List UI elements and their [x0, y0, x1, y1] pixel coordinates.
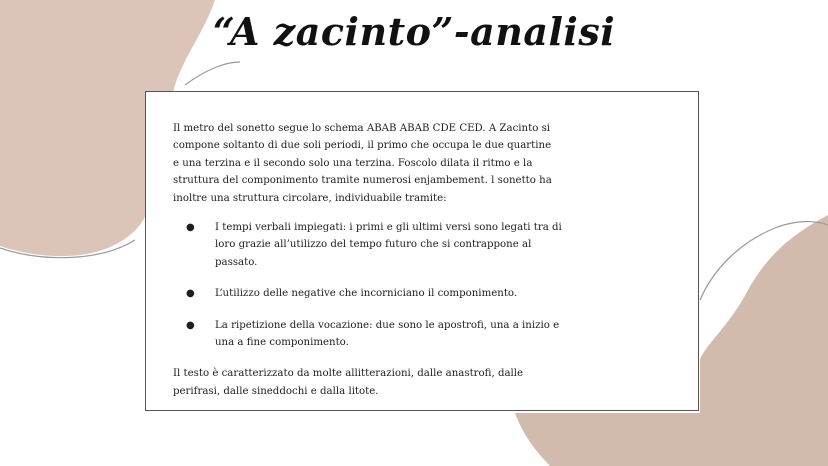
- list-item: [173, 285, 563, 302]
- bullet-text: La ripetizione della vocazione: due sono le apostrofi, una a inizio e una a fine componimento.: [215, 319, 560, 349]
- list-item: [173, 219, 563, 271]
- bullet-text: L’utilizzo delle negative che incorniciano il componimento.: [215, 288, 518, 300]
- bullet-icon: ●: [186, 319, 195, 331]
- bullet-icon: ●: [186, 222, 195, 234]
- bullet-icon: ●: [186, 288, 195, 300]
- list-item: [173, 317, 563, 352]
- top-outline-curve: [185, 62, 240, 85]
- conclusion-paragraph: Il testo è caratterizzato da molte allitterazioni, dalle anastrofi, dalle perifrasi, dalle sineddochi e dalla litote.: [173, 368, 524, 397]
- content-box: [145, 91, 699, 411]
- bullet-list: [173, 219, 563, 351]
- slide-title: “A zacinto”-analisi: [212, 9, 616, 54]
- intro-paragraph: Il metro del sonetto segue lo schema ABAB ABAB CDE CED. A Zacinto si compone soltanto di due soli periodi, il primo che occupa le due quartine e una terzina e il secondo solo una terzina. Foscolo dilata il ritmo e la struttura del componimento tramite numerosi enjambement. l sonetto ha inoltre una struttura circolare, individuabile tramite:: [173, 123, 552, 204]
- bullet-text: I tempi verbali impiegati: i primi e gli ultimi versi sono legati tra di loro grazie all’utilizzo del tempo futuro che si contrappone al passato.: [215, 222, 562, 268]
